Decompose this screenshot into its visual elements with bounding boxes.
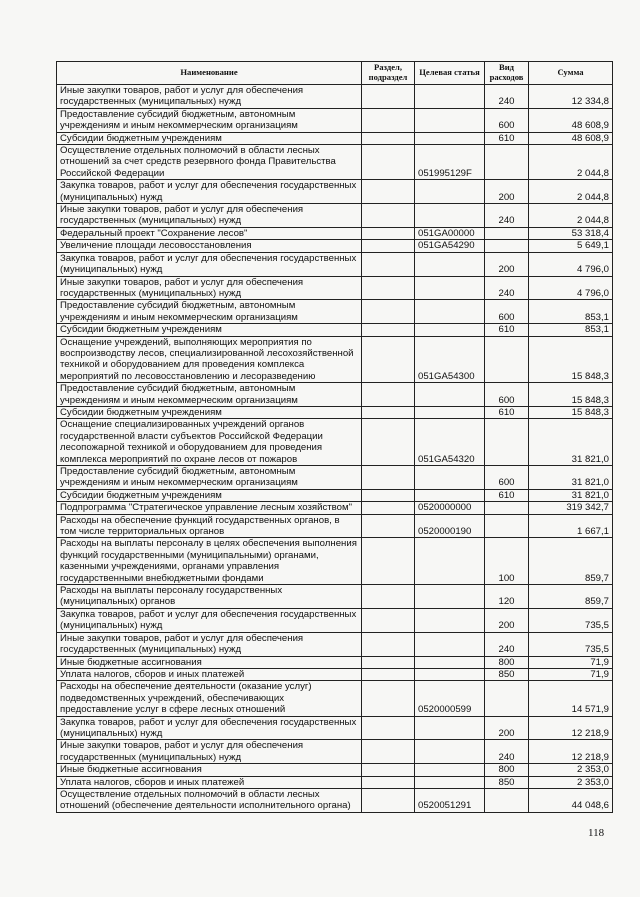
- table-row: [57, 502, 613, 514]
- cell-name: Расходы на выплаты персоналу в целях обеспечения выполнения функций государственными (муниципальными) органами, казенными учреждениями, органами управления государственными внебюджетными фондами: [57, 538, 362, 585]
- cell-name: Расходы на обеспечение деятельности (оказание услуг) подведомственных учреждений, обеспечивающих предоставление услуг в сфере лесных отношений: [57, 681, 362, 716]
- cell-section: [362, 740, 415, 764]
- cell-section: [362, 716, 415, 740]
- cell-section: [362, 85, 415, 109]
- cell-sum: 319 342,7: [529, 502, 613, 514]
- cell-section: [362, 585, 415, 609]
- cell-article: [415, 656, 485, 668]
- cell-kind: [485, 145, 529, 180]
- cell-section: [362, 180, 415, 204]
- cell-section: [362, 406, 415, 418]
- table-row: [57, 300, 613, 324]
- table-row: [57, 585, 613, 609]
- cell-kind: 610: [485, 132, 529, 144]
- cell-sum: 1 667,1: [529, 514, 613, 538]
- cell-sum: 853,1: [529, 300, 613, 324]
- cell-kind: 610: [485, 406, 529, 418]
- cell-kind: [485, 419, 529, 466]
- cell-kind: 240: [485, 740, 529, 764]
- cell-article: [415, 776, 485, 788]
- cell-kind: 240: [485, 276, 529, 300]
- cell-section: [362, 300, 415, 324]
- page-number: 118: [588, 827, 605, 839]
- cell-article: [415, 466, 485, 490]
- cell-name: Предоставление субсидий бюджетным, автономным учреждениям и иным некоммерческим организациям: [57, 300, 362, 324]
- cell-sum: 71,9: [529, 656, 613, 668]
- cell-name: Уплата налогов, сборов и иных платежей: [57, 668, 362, 680]
- cell-kind: 200: [485, 716, 529, 740]
- cell-kind: [485, 681, 529, 716]
- cell-article: [415, 252, 485, 276]
- cell-kind: [485, 788, 529, 812]
- cell-sum: 31 821,0: [529, 489, 613, 501]
- cell-name: Предоставление субсидий бюджетным, автономным учреждениям и иным некоммерческим организациям: [57, 108, 362, 132]
- cell-section: [362, 108, 415, 132]
- cell-kind: 800: [485, 764, 529, 776]
- cell-kind: 200: [485, 252, 529, 276]
- cell-name: Иные закупки товаров, работ и услуг для обеспечения государственных (муниципальных) нужд: [57, 632, 362, 656]
- header-article: Целевая статья: [415, 62, 485, 85]
- cell-sum: 31 821,0: [529, 419, 613, 466]
- cell-sum: 44 048,6: [529, 788, 613, 812]
- cell-sum: 4 796,0: [529, 276, 613, 300]
- cell-article: 0520000599: [415, 681, 485, 716]
- budget-table: [56, 61, 613, 813]
- cell-section: [362, 681, 415, 716]
- cell-section: [362, 324, 415, 336]
- cell-section: [362, 489, 415, 501]
- cell-section: [362, 656, 415, 668]
- cell-sum: 859,7: [529, 585, 613, 609]
- cell-sum: 12 334,8: [529, 85, 613, 109]
- cell-name: Осуществление отдельных полномочий в области лесных отношений за счет средств резервного фонда Правительства Российской Федерации: [57, 145, 362, 180]
- cell-article: [415, 383, 485, 407]
- cell-section: [362, 466, 415, 490]
- cell-kind: 240: [485, 632, 529, 656]
- cell-sum: 2 353,0: [529, 764, 613, 776]
- cell-kind: 200: [485, 608, 529, 632]
- cell-kind: 600: [485, 383, 529, 407]
- cell-sum: 15 848,3: [529, 336, 613, 383]
- cell-section: [362, 383, 415, 407]
- cell-article: [415, 180, 485, 204]
- cell-section: [362, 776, 415, 788]
- header-row: [57, 62, 613, 85]
- cell-sum: 15 848,3: [529, 383, 613, 407]
- cell-article: 0520000000: [415, 502, 485, 514]
- cell-name: Расходы на выплаты персоналу государственных (муниципальных) органов: [57, 585, 362, 609]
- cell-name: Иные бюджетные ассигнования: [57, 656, 362, 668]
- cell-sum: 12 218,9: [529, 740, 613, 764]
- table-row: [57, 204, 613, 228]
- cell-name: Закупка товаров, работ и услуг для обеспечения государственных (муниципальных) нужд: [57, 252, 362, 276]
- cell-article: [415, 668, 485, 680]
- header-kind: Вид расходов: [485, 62, 529, 85]
- table-row: [57, 252, 613, 276]
- cell-article: [415, 632, 485, 656]
- cell-kind: 850: [485, 776, 529, 788]
- header-section: Раздел, подраздел: [362, 62, 415, 85]
- table-row: [57, 227, 613, 239]
- table-row: [57, 489, 613, 501]
- cell-name: Уплата налогов, сборов и иных платежей: [57, 776, 362, 788]
- table-row: [57, 656, 613, 668]
- cell-sum: 2 044,8: [529, 145, 613, 180]
- cell-name: Закупка товаров, работ и услуг для обеспечения государственных (муниципальных) нужд: [57, 716, 362, 740]
- cell-name: Увеличение площади лесовосстановления: [57, 240, 362, 252]
- cell-article: [415, 85, 485, 109]
- cell-section: [362, 502, 415, 514]
- cell-kind: 100: [485, 538, 529, 585]
- table-row: [57, 466, 613, 490]
- cell-name: Оснащение учреждений, выполняющих мероприятия по воспроизводству лесов, специализированной лесохозяйственной техникой и оборудованием для проведения комплекса мероприятий по лесовосстановлению и лесоразведению: [57, 336, 362, 383]
- cell-section: [362, 788, 415, 812]
- cell-section: [362, 668, 415, 680]
- cell-article: [415, 585, 485, 609]
- cell-name: Субсидии бюджетным учреждениям: [57, 324, 362, 336]
- cell-sum: 31 821,0: [529, 466, 613, 490]
- table-row: [57, 716, 613, 740]
- cell-article: 0520000190: [415, 514, 485, 538]
- cell-section: [362, 632, 415, 656]
- cell-section: [362, 252, 415, 276]
- table-row: [57, 668, 613, 680]
- cell-name: Закупка товаров, работ и услуг для обеспечения государственных (муниципальных) нужд: [57, 180, 362, 204]
- cell-kind: 600: [485, 466, 529, 490]
- table-row: [57, 419, 613, 466]
- cell-kind: [485, 227, 529, 239]
- cell-section: [362, 145, 415, 180]
- cell-article: [415, 716, 485, 740]
- cell-section: [362, 227, 415, 239]
- cell-article: [415, 276, 485, 300]
- cell-section: [362, 336, 415, 383]
- table-row: [57, 85, 613, 109]
- cell-name: Закупка товаров, работ и услуг для обеспечения государственных (муниципальных) нужд: [57, 608, 362, 632]
- cell-sum: 15 848,3: [529, 406, 613, 418]
- cell-section: [362, 240, 415, 252]
- cell-section: [362, 132, 415, 144]
- table-row: [57, 108, 613, 132]
- cell-section: [362, 419, 415, 466]
- table-row: [57, 740, 613, 764]
- cell-kind: 120: [485, 585, 529, 609]
- table-row: [57, 608, 613, 632]
- cell-article: [415, 538, 485, 585]
- cell-kind: 240: [485, 204, 529, 228]
- cell-article: 0520051291: [415, 788, 485, 812]
- cell-name: Иные закупки товаров, работ и услуг для обеспечения государственных (муниципальных) нужд: [57, 85, 362, 109]
- table-row: [57, 632, 613, 656]
- cell-kind: 610: [485, 489, 529, 501]
- cell-article: 051GA54320: [415, 419, 485, 466]
- cell-article: [415, 204, 485, 228]
- table-row: [57, 324, 613, 336]
- cell-kind: 850: [485, 668, 529, 680]
- cell-sum: 2 353,0: [529, 776, 613, 788]
- table-header: [57, 62, 613, 85]
- cell-name: Оснащение специализированных учреждений органов государственной власти субъектов Российской Федерации лесопожарной техникой и оборудованием для проведения комплекса мероприятий по охране лесов от пожаров: [57, 419, 362, 466]
- cell-sum: 2 044,8: [529, 204, 613, 228]
- cell-name: Предоставление субсидий бюджетным, автономным учреждениям и иным некоммерческим организациям: [57, 383, 362, 407]
- cell-kind: 610: [485, 324, 529, 336]
- table-row: [57, 776, 613, 788]
- cell-sum: 53 318,4: [529, 227, 613, 239]
- cell-article: [415, 108, 485, 132]
- cell-kind: 200: [485, 180, 529, 204]
- cell-sum: 12 218,9: [529, 716, 613, 740]
- table-row: [57, 681, 613, 716]
- cell-article: [415, 740, 485, 764]
- cell-name: Иные закупки товаров, работ и услуг для обеспечения государственных (муниципальных) нужд: [57, 204, 362, 228]
- cell-name: Иные бюджетные ассигнования: [57, 764, 362, 776]
- cell-kind: [485, 514, 529, 538]
- table-body: [57, 85, 613, 813]
- table-row: [57, 180, 613, 204]
- cell-article: [415, 608, 485, 632]
- cell-article: 051GA00000: [415, 227, 485, 239]
- cell-name: Иные закупки товаров, работ и услуг для обеспечения государственных (муниципальных) нужд: [57, 276, 362, 300]
- cell-article: [415, 300, 485, 324]
- cell-sum: 71,9: [529, 668, 613, 680]
- cell-article: [415, 132, 485, 144]
- cell-name: Иные закупки товаров, работ и услуг для обеспечения государственных (муниципальных) нужд: [57, 740, 362, 764]
- cell-kind: 800: [485, 656, 529, 668]
- cell-sum: 48 608,9: [529, 132, 613, 144]
- cell-article: 051GA54300: [415, 336, 485, 383]
- table-row: [57, 406, 613, 418]
- table-row: [57, 132, 613, 144]
- cell-sum: 859,7: [529, 538, 613, 585]
- table-row: [57, 788, 613, 812]
- cell-name: Субсидии бюджетным учреждениям: [57, 132, 362, 144]
- table-row: [57, 538, 613, 585]
- table-row: [57, 145, 613, 180]
- cell-sum: 853,1: [529, 324, 613, 336]
- cell-name: Федеральный проект "Сохранение лесов": [57, 227, 362, 239]
- cell-kind: 600: [485, 300, 529, 324]
- cell-name: Предоставление субсидий бюджетным, автономным учреждениям и иным некоммерческим организациям: [57, 466, 362, 490]
- cell-kind: [485, 336, 529, 383]
- cell-kind: 240: [485, 85, 529, 109]
- table-row: [57, 514, 613, 538]
- table-row: [57, 240, 613, 252]
- cell-kind: [485, 240, 529, 252]
- table-row: [57, 764, 613, 776]
- header-sum: Сумма: [529, 62, 613, 85]
- cell-sum: 735,5: [529, 608, 613, 632]
- cell-article: 051995129F: [415, 145, 485, 180]
- header-name: Наименование: [57, 62, 362, 85]
- cell-sum: 2 044,8: [529, 180, 613, 204]
- cell-article: [415, 764, 485, 776]
- cell-section: [362, 608, 415, 632]
- cell-sum: 735,5: [529, 632, 613, 656]
- cell-sum: 4 796,0: [529, 252, 613, 276]
- cell-article: [415, 489, 485, 501]
- cell-article: [415, 324, 485, 336]
- cell-section: [362, 204, 415, 228]
- cell-name: Расходы на обеспечение функций государственных органов, в том числе территориальных органов: [57, 514, 362, 538]
- cell-name: Субсидии бюджетным учреждениям: [57, 489, 362, 501]
- cell-article: [415, 406, 485, 418]
- cell-name: Подпрограмма "Стратегическое управление лесным хозяйством": [57, 502, 362, 514]
- table-row: [57, 276, 613, 300]
- cell-name: Осуществление отдельных полномочий в области лесных отношений (обеспечение деятельности исполнительного органа): [57, 788, 362, 812]
- cell-sum: 5 649,1: [529, 240, 613, 252]
- cell-kind: [485, 502, 529, 514]
- table-row: [57, 383, 613, 407]
- cell-kind: 600: [485, 108, 529, 132]
- cell-name: Субсидии бюджетным учреждениям: [57, 406, 362, 418]
- cell-section: [362, 538, 415, 585]
- table-row: [57, 336, 613, 383]
- cell-section: [362, 276, 415, 300]
- cell-section: [362, 764, 415, 776]
- cell-sum: 48 608,9: [529, 108, 613, 132]
- cell-sum: 14 571,9: [529, 681, 613, 716]
- cell-section: [362, 514, 415, 538]
- cell-article: 051GA54290: [415, 240, 485, 252]
